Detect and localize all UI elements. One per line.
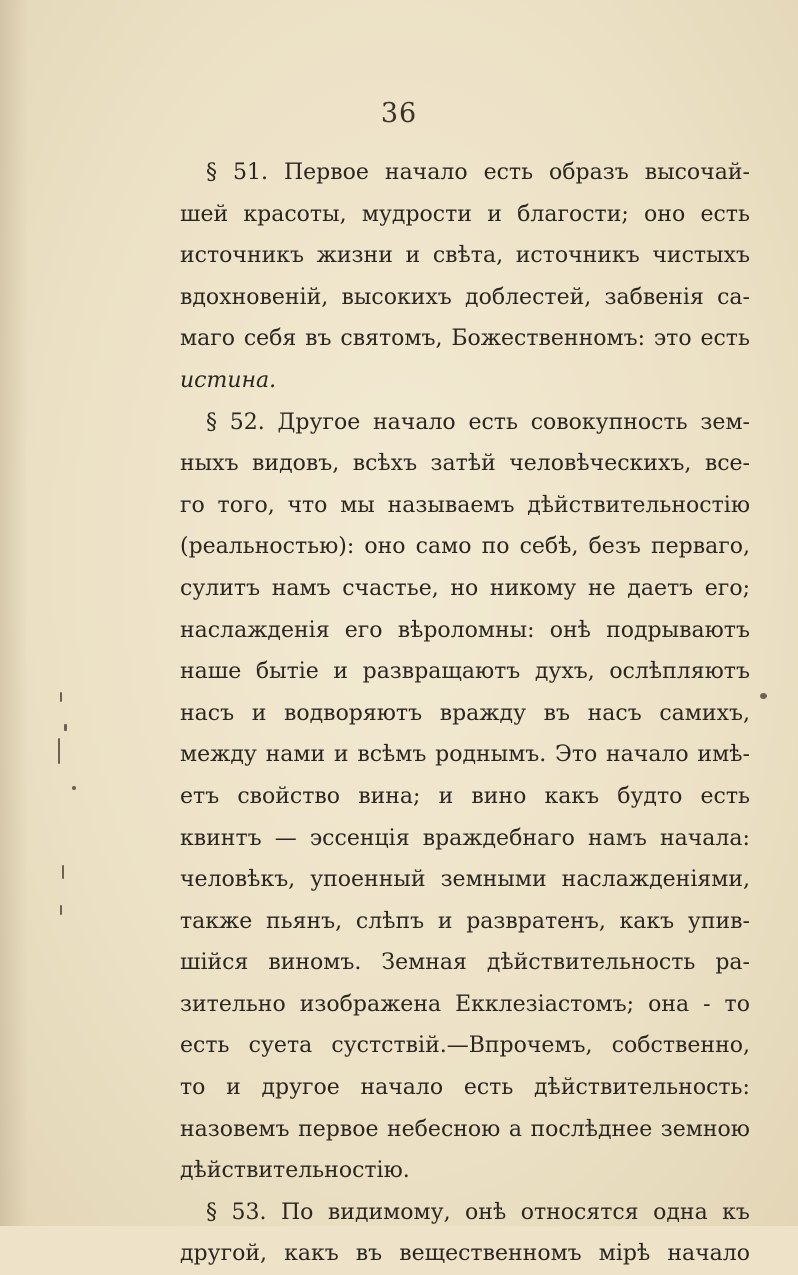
word: другой, — [180, 1241, 268, 1267]
word: дѣйствительностію — [527, 492, 750, 518]
word: Первое — [283, 160, 369, 185]
text-line — [180, 1150, 750, 1192]
margin-mark — [60, 692, 62, 702]
word: шей — [180, 201, 229, 227]
word: вражду — [439, 700, 527, 726]
text-line — [180, 1192, 750, 1234]
text-line — [180, 1109, 750, 1151]
word: дѣйствительность: — [534, 1075, 750, 1101]
word: По — [280, 1199, 314, 1225]
text-line — [180, 651, 750, 693]
word: къ — [722, 1199, 750, 1225]
word: въ — [543, 700, 571, 726]
word: красоты, — [243, 201, 347, 227]
word: и — [333, 659, 349, 685]
word: есть — [180, 1033, 230, 1059]
text-line — [180, 610, 750, 652]
page-edge-shadow — [0, 0, 28, 1226]
margin-mark — [60, 905, 62, 915]
word: себя — [243, 326, 297, 352]
word: начало — [606, 742, 689, 768]
word: никому — [489, 575, 577, 601]
word: Екклезіастомъ; — [455, 991, 635, 1017]
text-line — [180, 776, 750, 818]
word: 52. — [229, 409, 265, 435]
word: собственно, — [611, 1033, 750, 1059]
word: § — [206, 409, 217, 435]
word: оно — [644, 201, 686, 227]
word: то — [724, 991, 750, 1017]
word: § — [206, 1199, 217, 1225]
word: ныхъ — [180, 451, 239, 477]
word: мірѣ — [598, 1241, 651, 1267]
text-line — [180, 318, 750, 360]
word: наслажденіями, — [561, 867, 750, 893]
word: и — [405, 243, 421, 269]
word: маго — [180, 326, 235, 352]
text-line — [180, 443, 750, 485]
word: будто — [617, 783, 683, 809]
word: сустствій.—Впрочемъ, — [331, 1033, 593, 1059]
word: самихъ, — [659, 700, 750, 726]
word: человѣкъ, — [180, 867, 296, 893]
text-line — [180, 942, 750, 984]
word: насъ — [587, 700, 642, 726]
word: источникъ — [180, 243, 305, 269]
word: всѣмъ — [357, 742, 427, 768]
word: враждебнаго — [422, 825, 575, 851]
word: небесною — [387, 1116, 501, 1142]
word: шійся — [180, 950, 249, 976]
word: наслажденія — [180, 617, 330, 643]
word: и — [226, 1075, 241, 1101]
word: насъ — [180, 700, 235, 726]
word: человѣческихъ, — [509, 451, 692, 477]
text-line — [180, 859, 750, 901]
word: ра- — [715, 950, 750, 976]
word: духъ, — [534, 659, 595, 685]
word: святомъ, — [340, 326, 443, 352]
word: начала: — [659, 825, 750, 851]
word: бытіе — [255, 659, 319, 685]
word: зем- — [700, 409, 750, 435]
text-line — [180, 984, 750, 1026]
word: это — [653, 326, 692, 352]
text-line — [180, 1025, 750, 1067]
word: начало — [373, 409, 456, 435]
word: и — [437, 908, 453, 934]
word: и — [438, 783, 454, 809]
word: вещественномъ — [399, 1241, 582, 1267]
word: счастье, — [342, 575, 439, 601]
word: дѣйствительность — [486, 950, 696, 976]
text-line — [180, 402, 750, 444]
word: изображена — [299, 991, 442, 1017]
word: есть — [483, 160, 534, 185]
word: по — [481, 534, 510, 560]
word: мы — [340, 492, 375, 518]
word: земными — [440, 867, 547, 893]
word: есть — [700, 326, 750, 352]
word: и — [487, 201, 502, 227]
word: совокупность — [530, 409, 688, 435]
word: и — [251, 700, 267, 726]
word: Другое — [277, 409, 361, 435]
word: источникъ — [515, 243, 640, 269]
text-line — [180, 277, 750, 319]
word: другое — [261, 1075, 340, 1101]
margin-mark — [58, 738, 60, 764]
word: также — [180, 908, 253, 934]
word: перваго, — [650, 534, 750, 560]
word: она — [648, 991, 690, 1017]
word: — — [274, 825, 297, 851]
word: высокихъ — [341, 284, 452, 310]
margin-mark — [62, 865, 64, 879]
word: ослѣпляютъ — [609, 659, 750, 685]
word: въ — [355, 1241, 383, 1267]
word: безъ — [588, 534, 641, 560]
word: онѣ — [465, 1199, 507, 1225]
word: эссенція — [309, 825, 410, 851]
word: относятся — [520, 1199, 639, 1225]
word: сулитъ — [180, 575, 261, 601]
word: между — [180, 742, 257, 768]
text-line — [180, 194, 750, 236]
word: есть — [700, 783, 750, 809]
word: начало — [384, 160, 468, 185]
word: вѣроломны: — [397, 617, 535, 643]
word: видовъ, — [252, 451, 340, 477]
word: оно — [364, 534, 406, 560]
word: са- — [717, 284, 750, 310]
word: онѣ — [549, 617, 591, 643]
word: образъ — [549, 160, 629, 185]
word: намъ — [587, 825, 647, 851]
word: какъ — [284, 1241, 339, 1267]
word: первое — [298, 1116, 379, 1142]
word: § — [206, 160, 217, 185]
word: Божественномъ: — [451, 326, 646, 352]
word: видимому, — [327, 1199, 451, 1225]
margin-mark — [72, 786, 76, 790]
word: развращаютъ — [362, 659, 521, 685]
word: даетъ — [627, 575, 694, 601]
word: само — [415, 534, 472, 560]
word: упив- — [687, 908, 750, 934]
word: намъ — [271, 575, 331, 601]
text-line — [180, 235, 750, 277]
text-line — [180, 1067, 750, 1109]
word: его — [344, 617, 383, 643]
word: вино — [471, 783, 527, 809]
word: какъ — [544, 783, 600, 809]
word: пьянъ, — [266, 908, 343, 934]
word: квинтъ — [180, 825, 262, 851]
word: нами — [265, 742, 326, 768]
word: подрываютъ — [606, 617, 750, 643]
word: - — [703, 991, 711, 1017]
word: зительно — [180, 991, 286, 1017]
word: виномъ. — [268, 950, 362, 976]
word: какъ — [619, 908, 675, 934]
word: слѣпъ — [355, 908, 425, 934]
word: истина. — [180, 367, 277, 393]
text-line — [180, 526, 750, 568]
word: что — [287, 492, 328, 518]
word: 53. — [231, 1199, 267, 1225]
body-text — [180, 152, 750, 1275]
word: имѣ- — [697, 742, 750, 768]
word: 51. — [232, 160, 268, 185]
word: мудрости — [361, 201, 472, 227]
word: все- — [704, 451, 750, 477]
word: доблестей, — [465, 284, 592, 310]
word: начало — [360, 1075, 444, 1101]
word: наше — [180, 659, 242, 685]
word: послѣднее — [530, 1116, 653, 1142]
word: благости; — [517, 201, 629, 227]
word: того, — [217, 492, 275, 518]
word: есть — [700, 201, 750, 227]
ink-speck — [760, 693, 767, 699]
word: себѣ, — [519, 534, 579, 560]
text-line — [180, 485, 750, 527]
word: го — [180, 492, 205, 518]
word: Это — [555, 742, 598, 768]
word: етъ — [180, 783, 220, 809]
word: высочай- — [644, 160, 750, 185]
word: чистыхъ — [652, 243, 750, 269]
word: а — [508, 1116, 522, 1142]
word: одна — [653, 1199, 708, 1225]
word: есть — [463, 1075, 514, 1101]
text-line — [180, 1233, 750, 1275]
text-line — [180, 901, 750, 943]
word: затѣй — [430, 451, 496, 477]
word: его; — [704, 575, 750, 601]
word: водворяютъ — [284, 700, 423, 726]
word: вдохновеній, — [180, 284, 329, 310]
word: называемъ — [387, 492, 515, 518]
text-line — [180, 818, 750, 860]
word: вина; — [358, 783, 421, 809]
margin-mark — [64, 724, 67, 731]
word: то — [180, 1075, 206, 1101]
word: упоенный — [310, 867, 426, 893]
word: суета — [248, 1033, 313, 1059]
word: есть — [468, 409, 518, 435]
word: развратенъ, — [466, 908, 606, 934]
word: Земная — [381, 950, 467, 976]
word: (реальностью): — [180, 534, 355, 560]
word: назовемъ — [180, 1116, 290, 1142]
page-number: 36 — [380, 98, 418, 129]
word: въ — [305, 326, 332, 352]
word: земною — [660, 1116, 750, 1142]
word: всѣхъ — [352, 451, 418, 477]
word: начало — [667, 1241, 750, 1267]
word: роднымъ. — [435, 742, 547, 768]
word: свойство — [237, 783, 341, 809]
word: но — [450, 575, 479, 601]
word: свѣта, — [432, 243, 504, 269]
word: и — [333, 742, 349, 768]
text-line — [180, 360, 750, 402]
word: дѣйствительностію. — [180, 1158, 410, 1184]
word: не — [587, 575, 616, 601]
text-line — [180, 693, 750, 735]
text-line — [180, 152, 750, 194]
text-line — [180, 568, 750, 610]
text-line — [180, 734, 750, 776]
word: забвенія — [604, 284, 704, 310]
word: жизни — [316, 243, 393, 269]
